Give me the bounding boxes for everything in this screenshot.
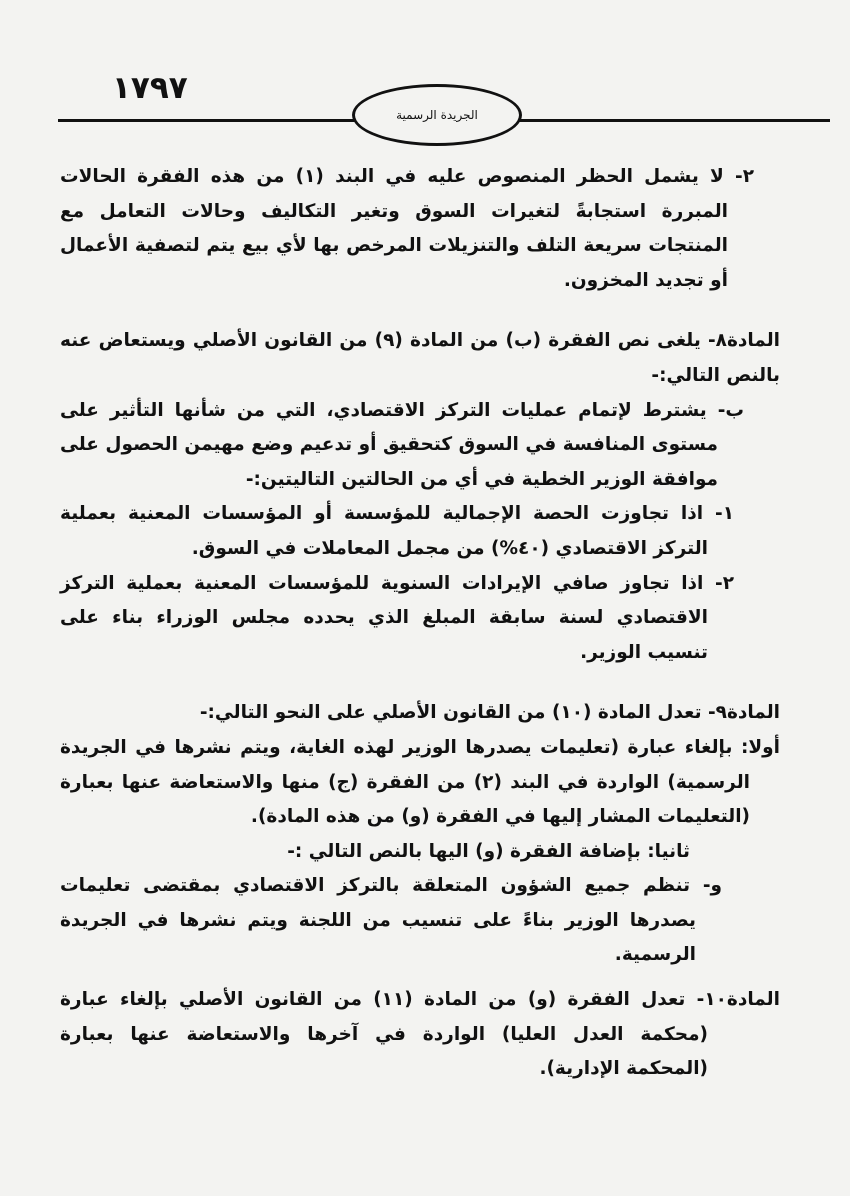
article-9-paragraph-w: و- تنظم جميع الشؤون المتعلقة بالتركز الاقتصادي بمقتضى تعليمات يصدرها الوزير بناءً على تنسيب من اللجنة ويتم نشرها في الجريدة الرسمية. [60, 875, 722, 966]
article-8-paragraph-b: ب- يشترط لإتمام عمليات التركز الاقتصادي، التي من شأنها التأثير على مستوى المنافسة في السوق كتحقيق أو تدعيم وضع مهيمن الحصول على موافقة الوزير الخطية في أي من الحالتين التاليتين:- [60, 399, 744, 490]
article-10: المادة١٠- تعدل الفقرة (و) من المادة (١١) من القانون الأصلي بإلغاء عبارة (محكمة العدل العليا) الواردة في آخرها والاستعاضة عنها بعبارة (المحكمة الإدارية). [60, 989, 780, 1080]
article-9-second: ثانيا: بإضافة الفقرة (و) اليها بالنص التالي :- [287, 840, 690, 862]
article-9-first: أولا: بإلغاء عبارة (تعليمات يصدرها الوزير لهذه الغاية، ويتم نشرها في الجريدة الرسمية) الواردة في البند (٢) من الفقرة (ج) منها والاستعاضة عنها بعبارة (التعليمات المشار إليها في الفقرة (و) من هذه المادة). [60, 736, 780, 828]
article-8-item-1: ١- اذا تجاوزت الحصة الإجمالية للمؤسسة أو المؤسسات المعنية بعملية التركز الاقتصادي (٤٠%) من مجمل المعاملات في السوق. [60, 503, 734, 559]
article-8-intro: المادة٨- يلغى نص الفقرة (ب) من المادة (٩) من القانون الأصلي ويستعاض عنه بالنص التالي:- [60, 330, 780, 386]
document-body [60, 160, 780, 1087]
article-8-item-2: ٢- اذا تجاوز صافي الإيرادات السنوية للمؤسسات المعنية بعملية التركز الاقتصادي لسنة سابقة المبلغ الذي يحدده مجلس الوزراء بناء على تنسيب الوزير. [60, 572, 734, 663]
page-number: ١٧٩٧ [112, 70, 188, 106]
gazette-title: الجريدة الرسمية [396, 108, 478, 122]
gazette-title-oval [352, 84, 522, 146]
article-9-intro: المادة٩- تعدل المادة (١٠) من القانون الأصلي على النحو التالي:- [199, 702, 780, 724]
clause-2-exemption: ٢- لا يشمل الحظر المنصوص عليه في البند (١) من هذه الفقرة الحالات المبررة استجابةً لتغيرات السوق وتغير التكاليف وحالات التعامل مع المنتجات سريعة التلف والتنزيلات المرخص بها لأي بيع يتم لتصفية الأعمال أو تجديد المخزون. [60, 166, 754, 291]
